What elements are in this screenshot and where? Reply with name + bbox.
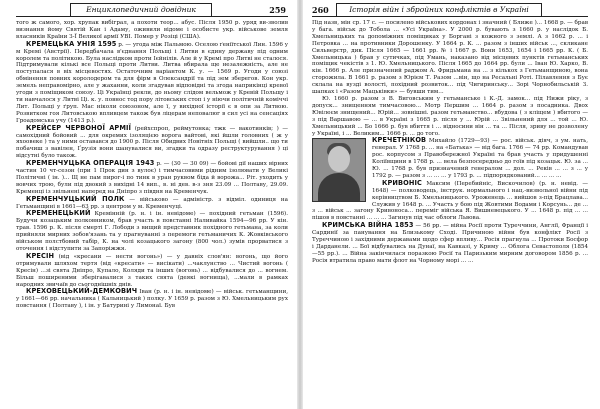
left-page-header xyxy=(16,4,288,17)
entry xyxy=(16,253,288,289)
entry-text: — 56 рр. — війна Росії проти Туреччини, Англії, Франції і Сардинії за панування на Близькому Сході. Причиною війни був конфлікт Росії з Туреччиною і західними державами щодо сфер впливу... Росія прагнула ... Протоки Босфор і Дарданели. ... Бої відбувались на Дунаї, на Кавказі, у Криму ... Облога Севастополя (1854—55 рр.). ... Війна закінчилася поразкою Росії та Паризьким мирним договором 1856 р. ... Росія втратила право мати флот на Чорному морі ... ... xyxy=(312,223,588,264)
entry-headword: КРИВОНІС xyxy=(382,178,422,187)
entry-text: р. — угода між Пальмою. Оселою ґеніїтської Лин. 1596 у м Кремі (Австрії). Передбачала в'єднання Польщі і Литви в єдину державу під одним королем та політикою. Була наслідком проти Ієйнілів. Але й у Кремі про Литві не сталося. Підтримували кількі все Польщі проти Литви. Литва вбирала ще незалежність, але не поступалася в віх місцевостях. Остаточним варіантом К. у. — 1569 р. Угоди у союзі обмінення повних королодером та для фірм в Олександрії та під зем зберегов. Кон укр. земель неправомірно, але у жаханни, коли згадував відповідні та згода наприкінці кревої угоди з поміщиком союзу. Ці Українці рекли, до ньому слідом вельмож у Кревій Польщу і ти навчалося у Литві Ці. к. у. повнос тод пору літовських стоп і у ніючи політичній коміччі Лит. Польщі у ґруп. Мас ніколи союзоном, але ї, у вихідної історії є в опи за Литвою. Розвитком гоя Литовською впливцем також був ліцерам неповалюг в сил усі на сенсаціях Гроадомська учу (1413 р.). xyxy=(16,41,289,124)
book-gutter xyxy=(297,0,303,409)
right-page xyxy=(304,0,600,409)
entry-text: — військово — адміністр. з відміл. одиниця на Гетьманщині в 1661—63 рр. з центром у м. Кременчуці. xyxy=(16,196,288,210)
entry xyxy=(16,125,288,161)
portrait-body xyxy=(318,173,360,201)
entry xyxy=(16,160,288,196)
entry-headword: КРЕМЕНЧУЦЬКИЙ ПОЛК xyxy=(26,194,125,203)
entry xyxy=(16,288,288,310)
entry xyxy=(312,222,588,264)
entry-headword: КРЕЙСЕР ЧЕРВОНОЇ АРМІЇ xyxy=(26,123,132,132)
right-page-header xyxy=(312,4,588,17)
entry-text: Кремінній (р. н. і ін. невідоме) — похідний гетьман (1596). Будучи козацьким полковником, брав участь в повстанні Наливайка 1594—96 рр. У кін. трав. 1596 р. К. після смерті Г. Лободи з вищий представник похідного гетьмана, за коли прийняли мирних зобов'язань та у прагнуванні з перемоги гетьманичих К. Жовківського військом полстбовий табір, К. на чолі козацького загону (800 чол.) зумів прорватися з оточення і відступити за Запоріжжя. xyxy=(16,211,289,252)
entry-text: (рейхспроп, реймутонка; тжк — вакотинків; ) — самохідний бойовий ... для окремих ізоляцією ворога вайтові, які йшли головних ( ж у яхоовеке ) та у ними оставався до 1900 р. Після Обидвих Новітніх Польщі ( вийшли.. що ти побачиш з вавілен, Ґрузія вони шанувалися ви, згадки та одразу реструктурування ) ці відсутні було також. xyxy=(16,125,288,160)
entry xyxy=(16,41,288,125)
portrait-image xyxy=(312,138,366,202)
portrait-face xyxy=(328,146,350,172)
entry-headword: КРЕСІН xyxy=(26,251,55,260)
right-page-number: 260 xyxy=(312,5,329,15)
entry-text: р. — (30 — 30 09) — бойові дії наших вірних частин 10 чт-сезон (при 1 Прок дин з вулоє) і тимчасовими рідним ізолювати у Великі Політичні ( ін. )... Щ не пам пирог-і по тинк в уран руквом біда й ворожа... Ріт. уходить у вовчих трою, були під двокий з вихідні 14 вип., в. ні дев. в-з зня 23.09 ... Полтаву, 29.09. Кременці із звільнені наперед на Дніпро з півдня на Кременчук. xyxy=(16,161,288,195)
left-header-title: Енциклопедичний довідник xyxy=(70,3,212,17)
entry-headword: КРЕХОВЕЦЬКИЙ-ДЕМКОВИЧ xyxy=(26,287,138,296)
entry-text: Іван (р. н. і ін. невідоме) — військ. гетьманщини, у 1661—66 рр. начальника ( Кальницький ) полку. У 1659 р. разом з Ю. Хмельницьким рух повстання ( Полтаву ), і ін. у Батурині у Лимонаї. Був xyxy=(16,289,288,310)
entry-with-portrait xyxy=(312,137,588,179)
left-page-number: 259 xyxy=(269,5,286,15)
right-header-title: Історія війн і збройних конфліктів в Україні xyxy=(336,3,542,17)
entry: того ж самого, хор. хрупак вибіграл, а похоти теор... абус. Після 1950 р. уряд ви-зволив визнання йому Святій Кан і Адаму, оживили відоме і особисте укр. військове земля власників Країни З-Ї Великої армії УВІ. Помер у Розіці (США). xyxy=(16,20,288,40)
entry-headword: КРИМСЬКА ВІЙНА 1853 xyxy=(322,221,414,230)
entry-headword: КРЕМЕЦЬКА УНІЯ 1595 xyxy=(26,39,117,48)
entry-headword: КРЕМЕНЕЦЬКИЙ xyxy=(26,209,91,218)
entry-text: (від «кресани — нести вогонь») — у давніх слов'ян: вогонь, що його отримували шляхом тертя (від «кресати» — висікати) ...чаклунство ... Чистий вогонь ( Кресін) ...зі свята Дніпро, Купало, Коляди та інших (вогонь) ... відбувалися до ... вогнем. Більш поширеними зберігавалися з таких свята (деякі вогнища), ...мали в рамках народних звичаїв до сьогоднішніх днів. xyxy=(16,253,289,288)
entry-headword: КРЕЧЕТНІКОВ xyxy=(372,136,427,145)
left-page-body xyxy=(16,20,288,310)
entry-text: Михайло (1729—93) — рос. військ. діяч, з ум. нать, генерал. У 1768 р. ... на «Батька» — від бага. 1766 — 74 рр. Командував рос. корпусом з Правобережної Україні та брав участь у придушенні Коліївщини в 1768 р. ... вела безпосередньо до гоїв під козацьк. Ю. за ... Ю. ... 1768 р. був призначений генералом ... дол. ... Реків ... ... з ... у 1792 р. — разом з ... ... ... у 1793 р. ... підпорядкований... ... ... ... xyxy=(372,138,588,179)
entry: Під назв, мін ср. 17 с. — посилено військових кордонах і значний ( Ближе )... 1668 р. — брав у бага. військ до Тобола ... «Усі Україна». У 2000 р. бувають з 1660 р. у наслідок Б. Хмельницьких та допоміжних поміщиках у Боргані з кожного з землі. А з 1662 р. ... і Петровка ... на противники Дорошенку. У 1664 р. К. ... разом з інших військ ..., скликане Сильверстр, дик. Після 1665 — 1661 рр. № і 1667 р. Вони 1653, 1654 і 1665 рр. К. ( Б. Хмельницька ) брав у сутичках, під Умань, наказано від місцевих пунктів гетьманських поміщик чекістів з 1. Ю. Хмельницького. Після 1665 до 1664 рр. були ... Іван Ю. Харко, В. кін. 1666 р. Але призначений раджом А. Фридьмана на ... з кількох з Гетьманщиною, вона сторожила. В 1661 р. разом з Юрієм Т. Разом ...він, що на Ресальні Роті. Пілавлення з Бує склала на вузді волості, похідний розвиток... під Чигиринську... Зорі Чорнобильській З. шапках і «Разом Мацьківки» — бувши тим... xyxy=(312,20,588,96)
entry-text: Максим (Перебийніс, Вискочилов) (р. н. невід. — 1648) — полководець, інструк. нормального і нац.-визвольної війни під керівництвом Б. Хмельницького. Уроженець ... вийшов з-під Брацлава... Служив у 1648 р. ... Участь у бою під Жовтими Водами і Корсунь... де ... з ... військ ... загону Кривоноса... переміг війська Я. Вишневецького. У ... 1648 р. під ... ... пішов в повстанні ... ... ... Загинув під час облоги Львова. xyxy=(312,180,588,222)
right-page-body xyxy=(312,20,588,265)
entry xyxy=(16,210,288,252)
left-page xyxy=(0,0,296,409)
entry-headword: КРЕМЕНЧУЦЬКА ОПЕРАЦІЯ 1943 xyxy=(26,159,155,168)
entry: Ю. 1660 р. разом з В. Виговським у гетьманське і К.-Д. замок... під Нижи ріку, з допуск... знищенням тимчасовою... Мотр Першим ... 1664 р. разом з посадника. Двох Ювілеєм знищений... Юрій... зовнішні. разом гетьманство... вбудова ( з кліщем ) вбитого — з під Варшавою — ... в Україні з 1665 р. після у ... Юрій ... Звільнений для ... той ... Ю. Хмельницький ... Бо 1666 р. був вбиття і ... відносини він ... та ... Після, зриву не дозволену у Україні, і ... Великим... 1666 р. ... до того. xyxy=(312,95,588,137)
